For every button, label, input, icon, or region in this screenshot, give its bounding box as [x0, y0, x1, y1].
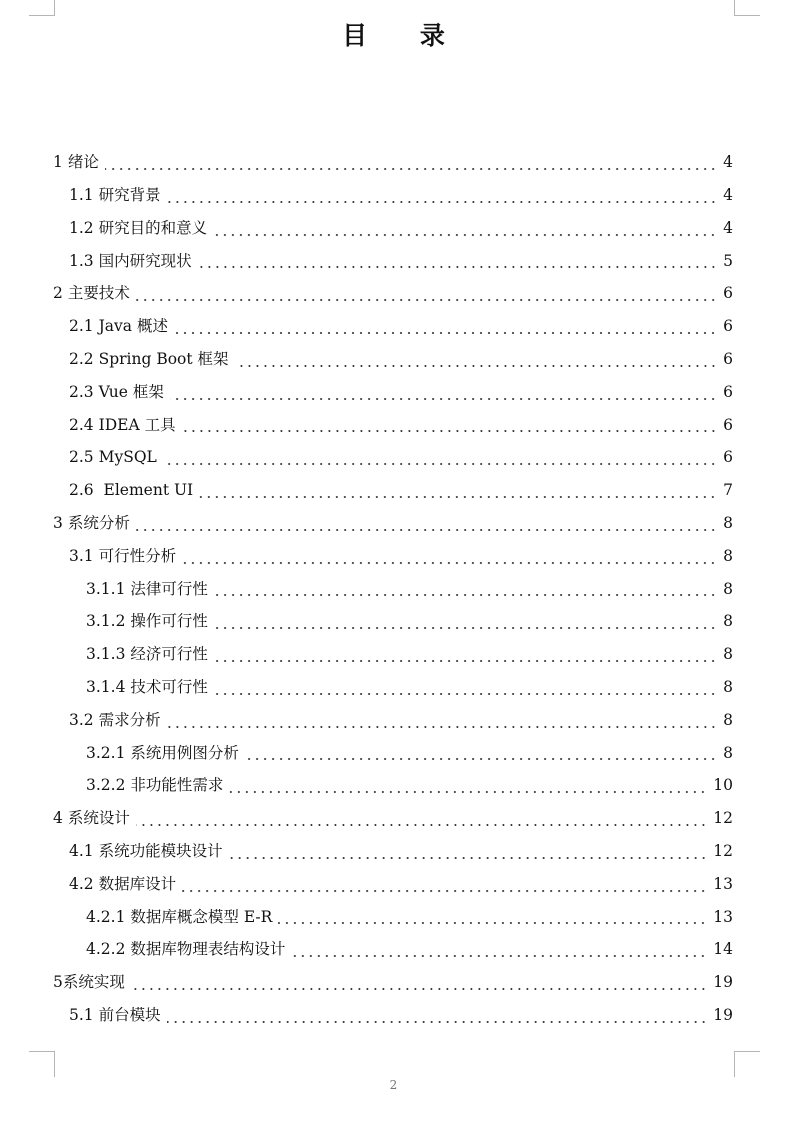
- toc-entry-number: 2.4: [69, 415, 94, 434]
- toc-entry-title: 数据库设计: [98, 874, 177, 893]
- toc-entry[interactable]: [86, 737, 733, 769]
- toc-entry-number: 5.1: [69, 1006, 94, 1025]
- toc-dot-leader: [278, 922, 707, 924]
- toc-entry-title: 系统设计: [67, 809, 130, 828]
- toc-entry-page: 4: [723, 218, 733, 237]
- toc-dot-leader: [174, 332, 717, 334]
- toc-dot-leader: [198, 266, 717, 268]
- toc-entry-title: 非功能性需求: [130, 776, 224, 795]
- toc-dot-leader: [199, 496, 717, 498]
- toc-entry[interactable]: [69, 409, 733, 441]
- toc-dot-leader: [167, 1021, 708, 1023]
- toc-dot-leader: [136, 824, 707, 826]
- toc-entry-page: 6: [723, 415, 733, 434]
- toc-dot-leader: [136, 299, 717, 301]
- toc-dot-leader: [182, 430, 717, 432]
- toc-entry[interactable]: [69, 311, 733, 343]
- toc-entry-number: 1: [53, 153, 63, 172]
- toc-entry[interactable]: [86, 934, 733, 966]
- crop-mark-bottom-left: [29, 1051, 55, 1077]
- toc-dot-leader: [105, 168, 717, 170]
- toc-entry[interactable]: [69, 213, 733, 245]
- toc-entry-title: 系统功能模块设计: [98, 842, 223, 861]
- toc-title: 目 录: [342, 21, 467, 50]
- toc-entry-number: 1.3: [69, 251, 94, 270]
- toc-entry-title: 绪论: [67, 153, 99, 172]
- toc-entry-title: 需求分析: [98, 710, 161, 729]
- toc-entry-number: 3.1.4: [86, 678, 126, 697]
- toc-dot-leader: [182, 562, 717, 564]
- toc-entry[interactable]: [86, 573, 733, 605]
- toc-entry-page: 6: [723, 350, 733, 369]
- toc-dot-leader: [229, 857, 708, 859]
- toc-entry[interactable]: [53, 278, 733, 310]
- toc-entry[interactable]: [86, 901, 733, 933]
- toc-entry-page: 19: [713, 1006, 733, 1025]
- toc-entry-page: 13: [713, 874, 733, 893]
- toc-entry-number: 5: [53, 973, 63, 992]
- toc-entry[interactable]: [86, 639, 733, 671]
- toc-dot-leader: [214, 594, 717, 596]
- toc-entry-page: 12: [713, 842, 733, 861]
- toc-entry-page: 12: [713, 809, 733, 828]
- toc-entry[interactable]: [69, 705, 733, 737]
- toc-dot-leader: [182, 890, 707, 892]
- toc-entry-title: 法律可行性: [130, 579, 208, 598]
- toc-dot-leader: [163, 463, 717, 465]
- toc-entry-title: 数据库概念模型 E-R: [130, 907, 273, 926]
- crop-mark-top-right: [734, 0, 760, 16]
- toc-entry-page: 7: [723, 481, 733, 500]
- toc-entry-number: 2.2: [69, 350, 94, 369]
- toc-dot-leader: [131, 988, 707, 990]
- toc-entry-number: 2.5: [69, 448, 94, 467]
- toc-entry-title: 研究目的和意义: [98, 218, 208, 237]
- toc-entry[interactable]: [53, 967, 733, 999]
- crop-mark-bottom-right: [734, 1051, 760, 1077]
- toc-entry[interactable]: [69, 245, 733, 277]
- toc-entry-number: 3.1: [69, 546, 94, 565]
- toc-entry-page: 8: [723, 710, 733, 729]
- toc-dot-leader: [214, 627, 717, 629]
- toc-dot-leader: [167, 726, 717, 728]
- toc-entry-page: 8: [723, 678, 733, 697]
- toc-entry[interactable]: [69, 442, 733, 474]
- toc-entry-title: 操作可行性: [130, 612, 208, 631]
- toc-entry[interactable]: [86, 606, 733, 638]
- toc-dot-leader: [214, 693, 717, 695]
- toc-entry-page: 8: [723, 743, 733, 762]
- toc-entry-title: 数据库物理表结构设计: [130, 940, 286, 959]
- toc-entry[interactable]: [69, 869, 733, 901]
- toc-entry[interactable]: [69, 1000, 733, 1032]
- toc-dot-leader: [245, 758, 717, 760]
- toc-entry-page: 4: [723, 186, 733, 205]
- toc-entry[interactable]: [69, 180, 733, 212]
- toc-entry-title: MySQL: [98, 448, 157, 467]
- toc-entry-number: 2.3: [69, 382, 94, 401]
- toc-entry-number: 3.2: [69, 710, 94, 729]
- toc-entry-title: Java 概述: [98, 317, 168, 336]
- toc-entry-title: 系统用例图分析: [130, 743, 239, 762]
- toc-entry-page: 8: [723, 579, 733, 598]
- toc-entry[interactable]: [53, 147, 733, 179]
- toc-entry-title: 经济可行性: [130, 645, 208, 664]
- toc-entry-page: 8: [723, 612, 733, 631]
- toc-entry-page: 8: [723, 645, 733, 664]
- toc-entry-title: 研究背景: [98, 186, 161, 205]
- toc-dot-leader: [291, 955, 707, 957]
- toc-entry-number: 4.1: [69, 842, 94, 861]
- toc-entry-page: 19: [713, 973, 733, 992]
- toc-entry-page: 6: [723, 317, 733, 336]
- toc-entry[interactable]: [69, 344, 733, 376]
- toc-entry-title: 主要技术: [67, 284, 130, 303]
- toc-dot-leader: [229, 791, 707, 793]
- toc-entry-page: 5: [723, 251, 733, 270]
- toc-entry-title: 国内研究现状: [98, 251, 192, 270]
- toc-entry-title: IDEA 工具: [98, 415, 176, 434]
- toc-entry-page: 10: [713, 776, 733, 795]
- toc-entry-title: Vue 框架: [98, 382, 164, 401]
- toc-entry-page: 8: [723, 514, 733, 533]
- toc-entry-number: 3.2.2: [86, 776, 126, 795]
- toc-entry-page: 4: [723, 153, 733, 172]
- toc-entry-title: 技术可行性: [130, 678, 208, 697]
- toc-entry-number: 3.1.1: [86, 579, 126, 598]
- crop-mark-top-left: [29, 0, 55, 16]
- toc-entry-page: 14: [713, 940, 733, 959]
- toc-entry-number: 3.2.1: [86, 743, 126, 762]
- toc-entry-number: 2.1: [69, 317, 94, 336]
- toc-dot-leader: [213, 234, 717, 236]
- toc-entry-number: 2.6: [69, 481, 94, 500]
- toc-entry-page: 6: [723, 284, 733, 303]
- page-number: 2: [389, 1078, 398, 1092]
- toc-entry-title: 可行性分析: [98, 546, 177, 565]
- toc-entry[interactable]: [69, 541, 733, 573]
- toc-entry[interactable]: [69, 377, 733, 409]
- toc-entry[interactable]: [69, 836, 733, 868]
- toc-dot-leader: [136, 529, 717, 531]
- toc-entry-title: Element UI: [98, 481, 194, 500]
- toc-entry-page: 6: [723, 448, 733, 467]
- toc-entry-number: 3.1.3: [86, 645, 126, 664]
- toc-entry-number: 1.2: [69, 218, 94, 237]
- toc-entry-title: 系统分析: [67, 514, 130, 533]
- toc-entry-title: Spring Boot 框架: [98, 350, 229, 369]
- toc-entry-number: 3.1.2: [86, 612, 126, 631]
- toc-entry-page: 13: [713, 907, 733, 926]
- toc-entry-page: 8: [723, 546, 733, 565]
- toc-entry[interactable]: [69, 475, 733, 507]
- toc-entry-number: 4.2: [69, 874, 94, 893]
- toc-entry[interactable]: [86, 770, 733, 802]
- toc-dot-leader: [235, 365, 717, 367]
- toc-entry-title: 系统实现: [62, 973, 125, 992]
- toc-entry-page: 6: [723, 382, 733, 401]
- toc-entry[interactable]: [86, 672, 733, 704]
- toc-entry[interactable]: [53, 508, 733, 540]
- toc-entry-number: 3: [53, 514, 63, 533]
- toc-entry-number: 1.1: [69, 186, 94, 205]
- toc-entry-number: 2: [53, 284, 63, 303]
- toc-dot-leader: [167, 201, 717, 203]
- toc-entry-title: 前台模块: [98, 1006, 161, 1025]
- toc-entry-number: 4.2.2: [86, 940, 126, 959]
- toc-entry[interactable]: [53, 803, 733, 835]
- toc-entry-number: 4.2.1: [86, 907, 126, 926]
- toc-entry-number: 4: [53, 809, 63, 828]
- toc-dot-leader: [214, 660, 717, 662]
- toc-dot-leader: [170, 398, 717, 400]
